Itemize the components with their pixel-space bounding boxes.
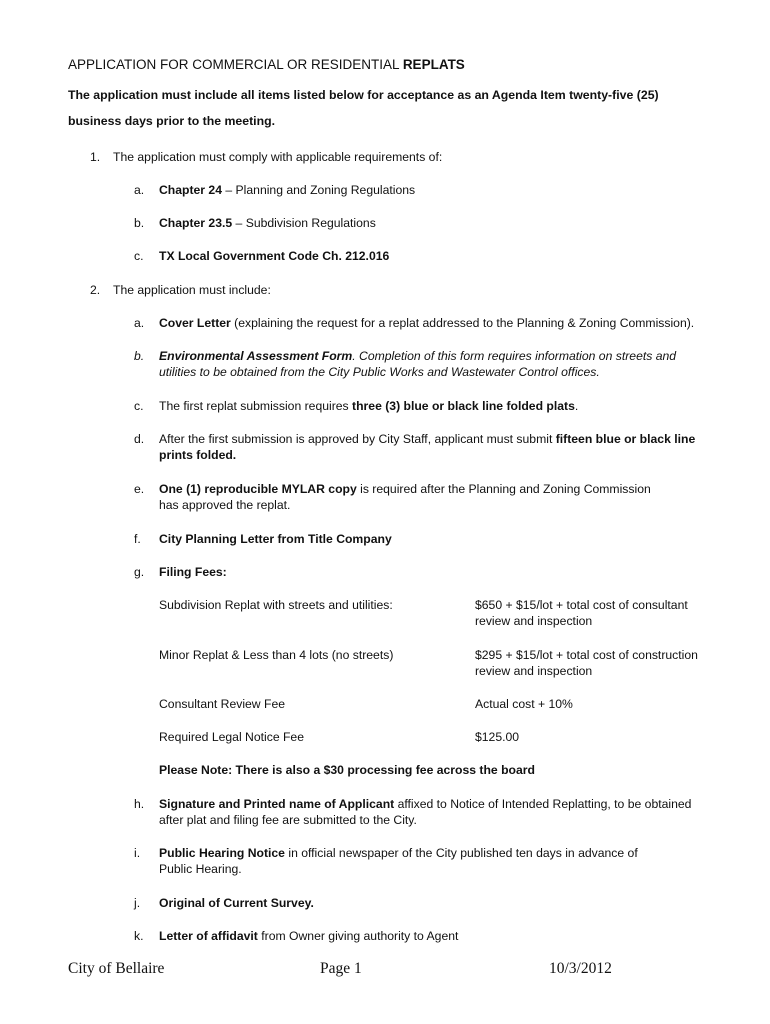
document-title: APPLICATION FOR COMMERCIAL OR RESIDENTIAL REPLATS	[68, 57, 465, 72]
intro-line-2: business days prior to the meeting.	[68, 114, 276, 128]
item-2e-text: One (1) reproducible MYLAR copy is required after the Planning and Zoning Commission has approved the replat.	[159, 482, 651, 512]
section-2-text: The application must include:	[113, 283, 271, 297]
processing-fee-note: Please Note: There is also a $30 processing fee across the board	[159, 763, 535, 777]
item-1b-letter: b.	[134, 216, 145, 230]
item-2h-text: Signature and Printed name of Applicant affixed to Notice of Intended Replatting, to be obtained after plat and filing fee are submitted to the City.	[159, 797, 692, 827]
item-1c-text: TX Local Government Code Ch. 212.016	[159, 249, 390, 263]
item-2b-text: Environmental Assessment Form. Completion of this form requires information on streets and utilities to be obtained from the City Public Works and Wastewater Control offices.	[159, 349, 677, 379]
fee-label: Required Legal Notice Fee	[159, 730, 304, 744]
section-1-number: 1.	[90, 150, 101, 164]
item-2c-letter: c.	[134, 399, 144, 413]
item-2j-text: Original of Current Survey.	[159, 896, 314, 910]
item-2a-text: Cover Letter (explaining the request for a replat addressed to the Planning & Zoning Commission).	[159, 316, 695, 330]
fee-label: Minor Replat & Less than 4 lots (no streets)	[159, 648, 394, 662]
item-2g-text: Filing Fees:	[159, 565, 227, 579]
footer-page-number: Page 1	[320, 960, 362, 977]
item-2f-letter: f.	[134, 532, 141, 546]
item-1a-text: Chapter 24 – Planning and Zoning Regulations	[159, 183, 416, 197]
fee-value: $295 + $15/lot + total cost of construction review and inspection	[475, 648, 698, 678]
item-2f-text: City Planning Letter from Title Company	[159, 532, 392, 546]
fee-value: $125.00	[475, 730, 520, 744]
item-2e-letter: e.	[134, 482, 145, 496]
fee-label: Subdivision Replat with streets and utilities:	[159, 598, 393, 612]
footer-date: 10/3/2012	[549, 960, 612, 977]
item-2a-letter: a.	[134, 316, 145, 330]
item-1a-letter: a.	[134, 183, 145, 197]
item-2i-text: Public Hearing Notice in official newspaper of the City published ten days in advance of Public Hearing.	[159, 846, 638, 876]
intro-line-1: The application must include all items listed below for acceptance as an Agenda Item twenty-five (25)	[68, 88, 659, 102]
item-2d-letter: d.	[134, 432, 145, 446]
fee-value: Actual cost + 10%	[475, 697, 573, 711]
section-2-number: 2.	[90, 283, 101, 297]
item-2j-letter: j.	[134, 896, 141, 910]
section-1-text: The application must comply with applicable requirements of:	[113, 150, 443, 164]
item-2g-letter: g.	[134, 565, 145, 579]
item-2i-letter: i.	[134, 846, 141, 860]
item-2b-letter: b.	[134, 349, 145, 363]
item-2h-letter: h.	[134, 797, 145, 811]
item-2c-text: The first replat submission requires three (3) blue or black line folded plats.	[159, 399, 579, 413]
item-1c-letter: c.	[134, 249, 144, 263]
fee-label: Consultant Review Fee	[159, 697, 285, 711]
item-2k-text: Letter of affidavit from Owner giving authority to Agent	[159, 929, 459, 943]
item-1b-text: Chapter 23.5 – Subdivision Regulations	[159, 216, 376, 230]
fee-value: $650 + $15/lot + total cost of consultant review and inspection	[475, 598, 688, 628]
item-2d-text: After the first submission is approved by City Staff, applicant must submit fifteen blue or black line prints folded.	[159, 432, 696, 462]
footer-city: City of Bellaire	[68, 960, 165, 977]
item-2k-letter: k.	[134, 929, 144, 943]
